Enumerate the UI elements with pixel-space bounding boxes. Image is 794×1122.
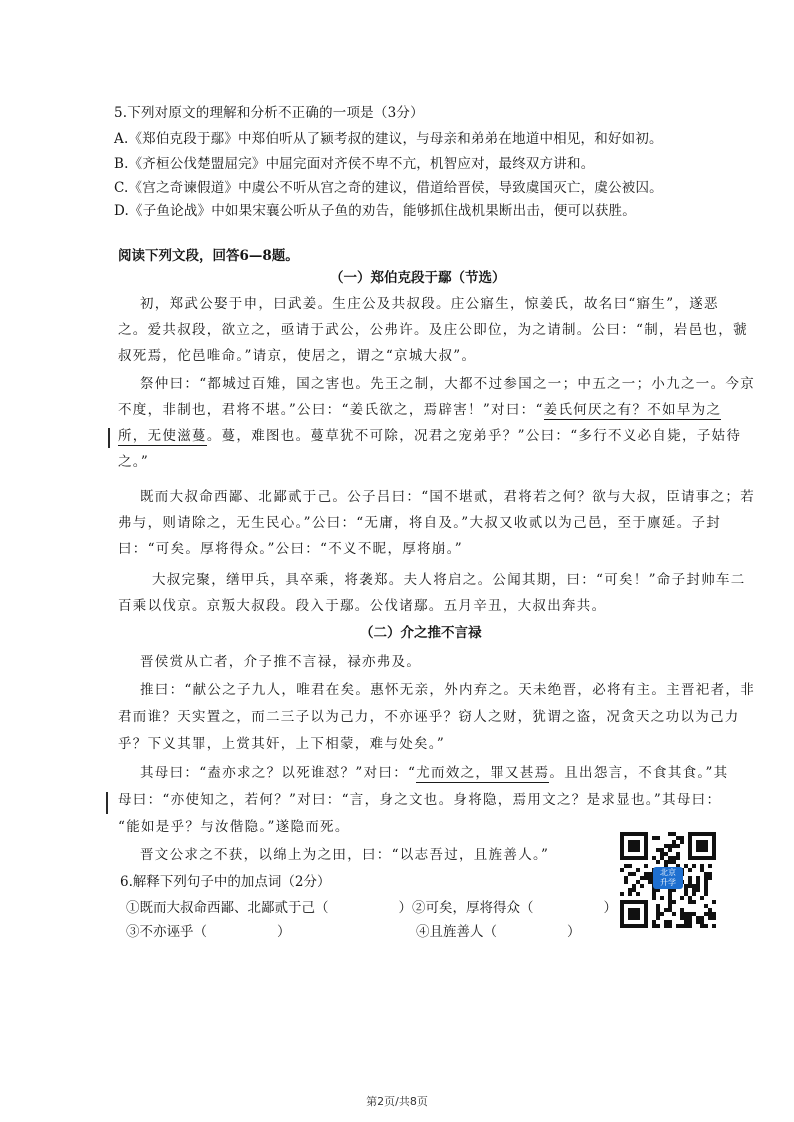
passage-line: 君而谁？天实置之，而二三子以为己力，不亦诬乎？窃人之财，犹谓之盗，况贪天之功以为己力 — [118, 709, 740, 725]
page-footer: 第2页/共8页 — [366, 1095, 428, 1108]
q6-item-2: ③不亦诬乎（ ） — [126, 924, 291, 940]
passage-line: 叔死焉，佗邑唯命。”请京，使居之，谓之“京城大叔”。 — [118, 348, 477, 364]
q6-item-1: ①既而大叔命西鄙、北鄙贰于己（ ）②可矣，厚将得众（ ） — [126, 900, 617, 916]
question-6-stem: 6.解释下列句子中的加点词（2分） — [120, 874, 331, 890]
passage-text: 不度，非制也，君将不堪。”公曰：“姜氏欲之，焉辟害！”对曰：“ — [118, 402, 544, 418]
scan-edge-mark — [106, 792, 108, 814]
scan-edge-mark — [108, 428, 110, 448]
passage-line: 初，郑武公娶于申，曰武姜。生庄公及共叔段。庄公寤生，惊姜氏，故名曰“寤生”，遂恶 — [140, 296, 719, 312]
passage-line: 曰：“可矣。厚将得众。”公曰：“不义不昵，厚将崩。” — [118, 541, 463, 557]
underlined-sentence: 尤而效之，罪又甚焉 — [416, 765, 550, 781]
passage-line: 之。” — [118, 454, 150, 470]
underlined-sentence: 所，无使滋蔓 — [118, 428, 207, 444]
passage-line: 既而大叔命西鄙、北鄙贰于己。公子吕曰：“国不堪贰，君将若之何？欲与大叔，臣请事之；若 — [140, 489, 755, 505]
passage-text: 。蔓，难图也。蔓草犹不可除，况君之宠弟乎？”公曰：“多行不义必自毙，子姑待 — [206, 428, 742, 444]
passage-line: 弗与，则请除之，无生民心。”公曰：“无庸，将自及。”大叔又收贰以为己邑，至于廪延。子封 — [118, 515, 722, 531]
question-5-stem: 5.下列对原文的理解和分析不正确的一项是（3分） — [114, 105, 424, 121]
passage-line: 百乘以伐京。京叛大叔段。段入于鄢。公伐诸鄢。五月辛丑，大叔出奔共。 — [118, 598, 607, 614]
passage-line: 晋文公求之不获，以绵上为之田，曰：“以志吾过，且旌善人。” — [140, 847, 550, 863]
passage-text: 其母曰：“盍亦求之？以死谁怼？”对曰：“ — [140, 765, 417, 781]
passage-line: 晋侯赏从亡者，介子推不言禄，禄亦弗及。 — [140, 654, 422, 670]
passage-line: 推曰：“献公之子九人，唯君在矣。惠怀无亲，外内弃之。天未绝晋，必将有主。主晋祀者，非 — [140, 682, 755, 698]
qr-badge: 北京 升学 — [653, 867, 683, 889]
passage-line — [118, 430, 741, 444]
passage-line: 之。爱共叔段，欲立之，亟请于武公，公弗许。及庄公即位，为之请制。公曰：“制，岩邑也，虢 — [118, 322, 748, 338]
passage-line: 祭仲曰：“都城过百雉，国之害也。先王之制，大都不过参国之一；中五之一；小九之一。今京 — [140, 376, 755, 392]
option-b: B.《齐桓公伐楚盟屈完》中屈完面对齐侯不卑不亢，机智应对，最终双方讲和。 — [114, 156, 595, 172]
q6-item-3: ④且旌善人（ ） — [416, 924, 581, 940]
passage-line: 大叔完聚，缮甲兵，具卒乘，将袭郑。夫人将启之。公闻其期，曰：“可矣！”命子封帅车二 — [152, 572, 746, 588]
passage-line — [118, 404, 721, 418]
passage-line: 乎？下义其罪，上赏其奸，上下相蒙，难与处矣。” — [118, 736, 446, 752]
passage-line: 母曰：“亦使知之，若何？”对曰：“言，身之文也。身将隐，焉用文之？是求显也。”其母曰： — [118, 792, 722, 808]
option-d: D.《子鱼论战》中如果宋襄公听从子鱼的劝告，能够抓住战机果断出击，便可以获胜。 — [114, 203, 636, 219]
passage-1-title: （一）郑伯克段于鄢（节选） — [330, 270, 506, 286]
qr-code — [620, 832, 716, 928]
passage-2-title: （二）介之推不言禄 — [360, 625, 482, 641]
option-a: A.《郑伯克段于鄢》中郑伯听从了颍考叔的建议，与母亲和弟弟在地道中相见，和好如初。 — [114, 131, 663, 147]
passage-line: “能如是乎？与汝偕隐。”遂隐而死。 — [118, 819, 350, 835]
underlined-sentence: 姜氏何厌之有？不如早为之 — [543, 402, 722, 418]
reading-instruction: 阅读下列文段，回答6—8题。 — [118, 248, 299, 264]
passage-text: 。且出怨言，不食其食。”其 — [549, 765, 729, 781]
option-c: C.《宫之奇谏假道》中虞公不听从宫之奇的建议，借道给晋侯，导致虞国灭亡，虞公被囚。 — [114, 180, 663, 196]
passage-line — [140, 767, 728, 781]
